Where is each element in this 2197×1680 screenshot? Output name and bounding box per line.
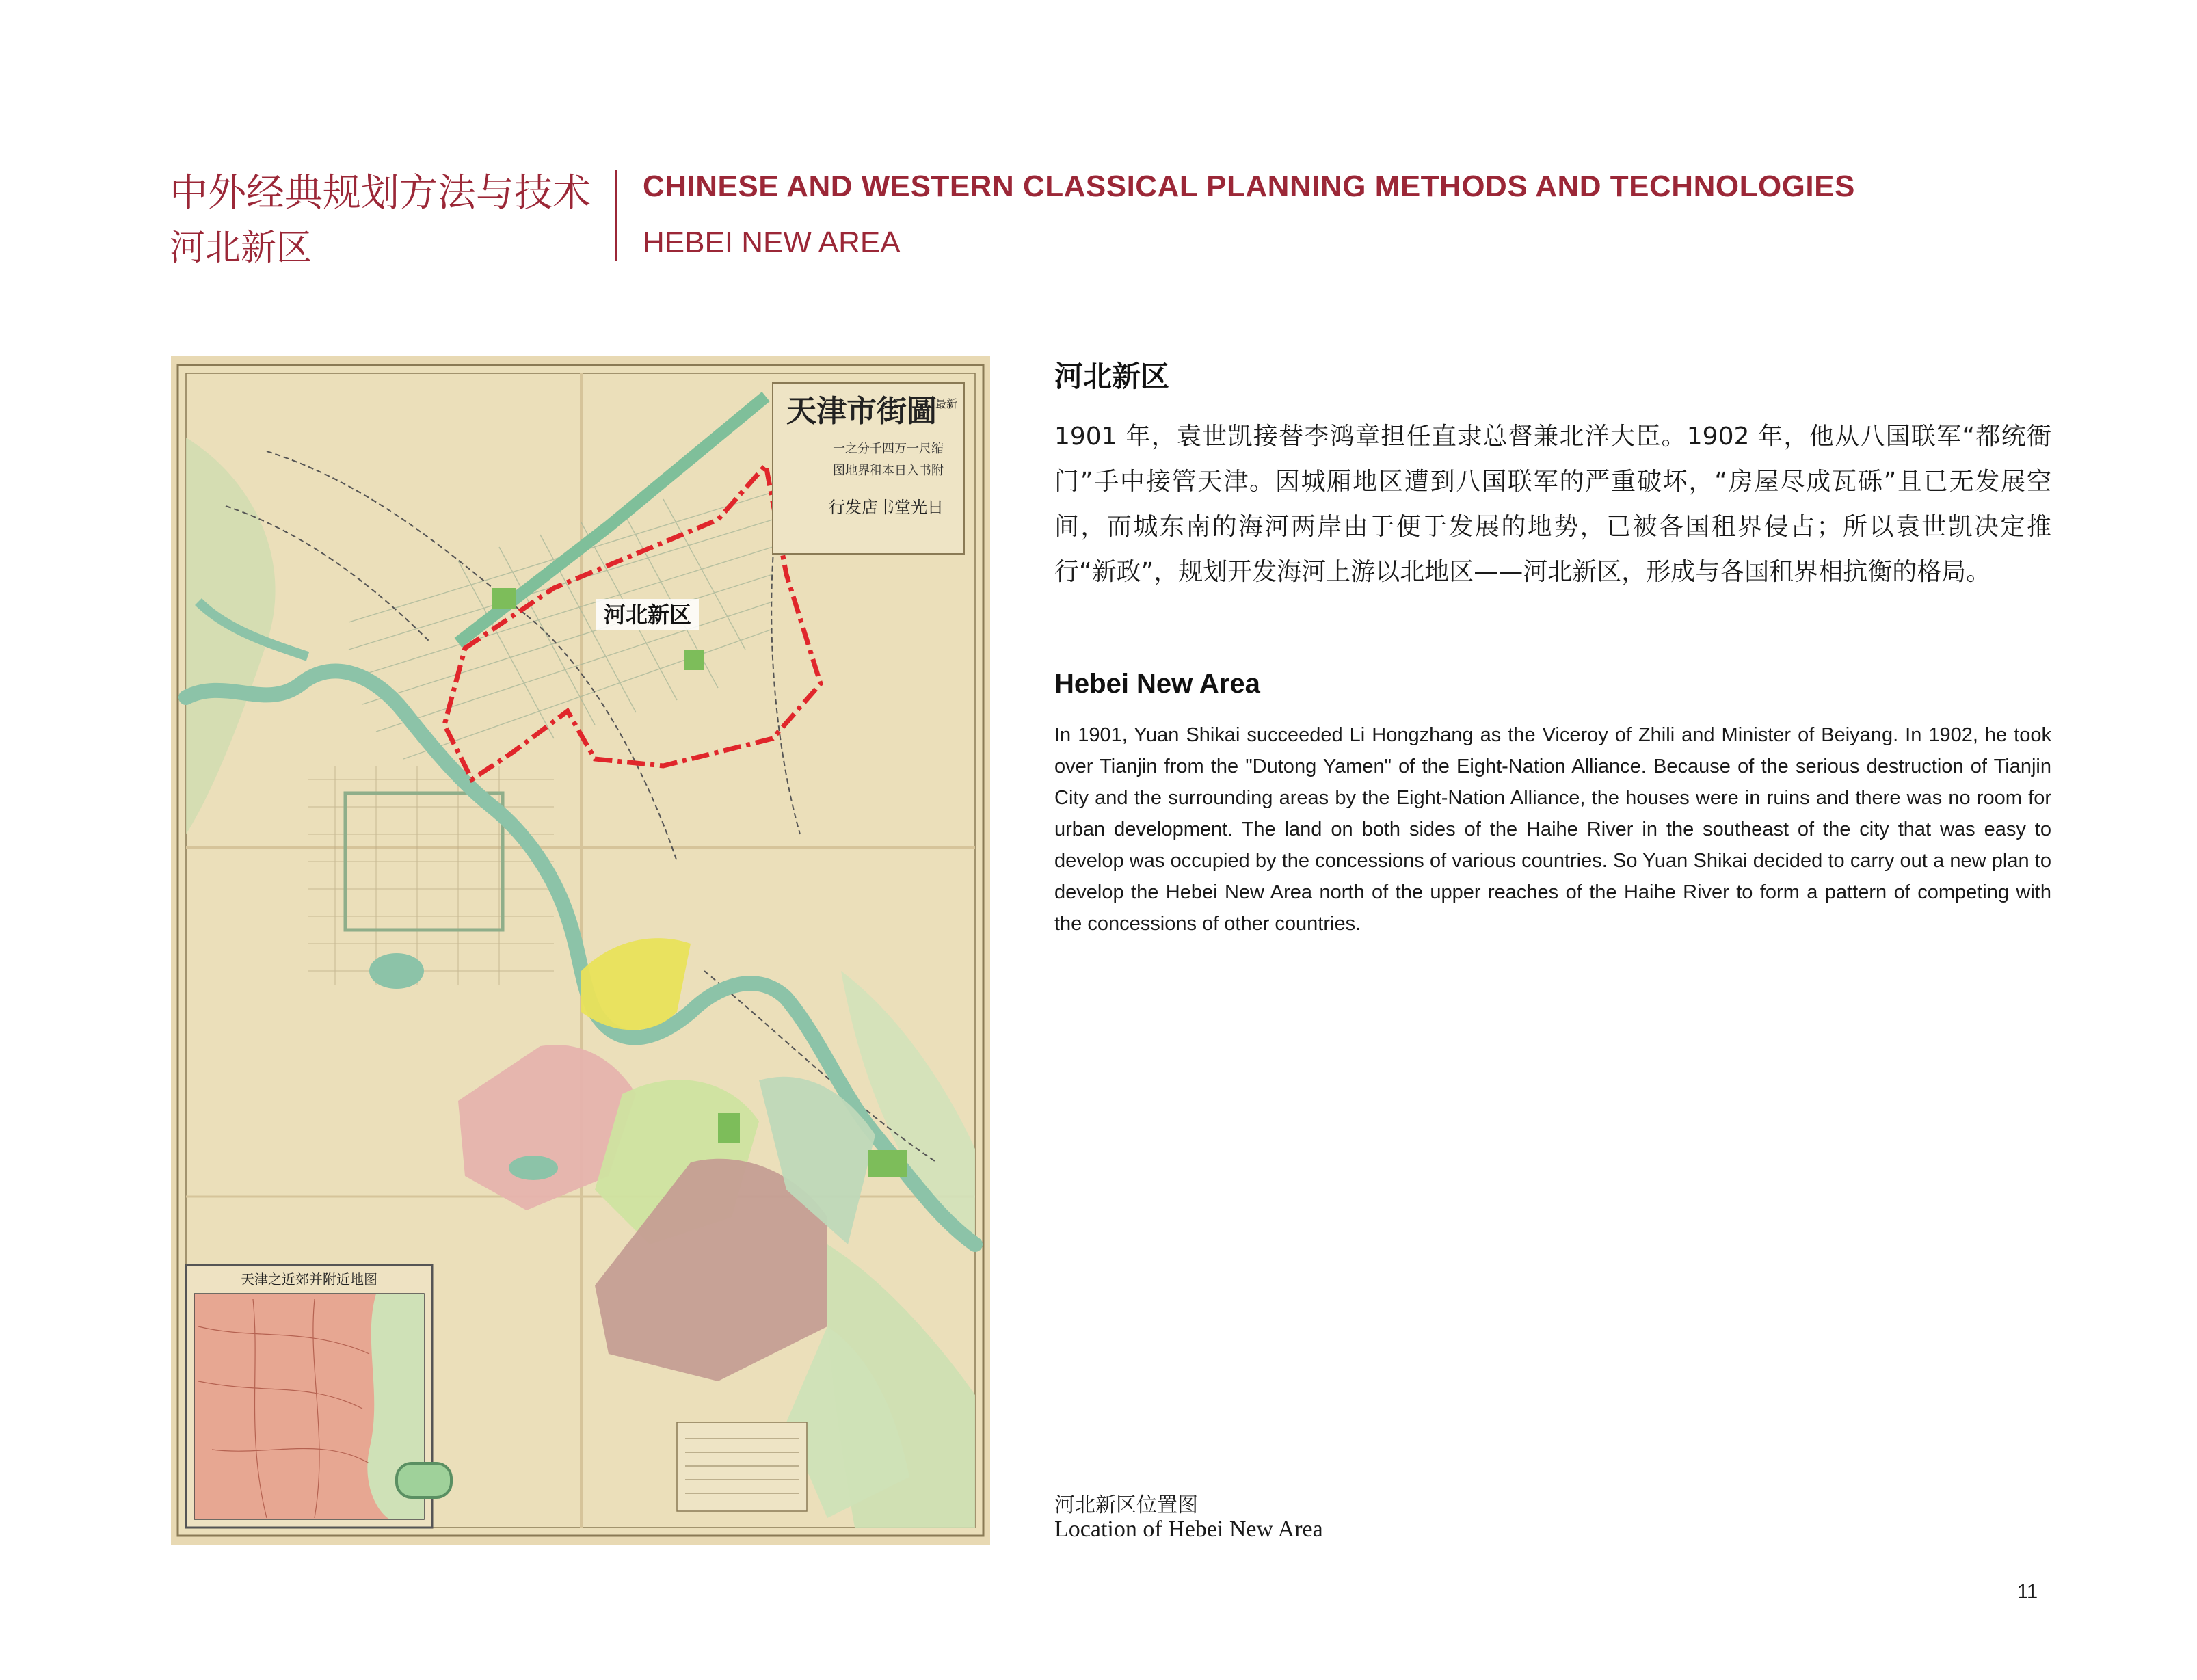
map-title: 天津市街圖 — [786, 394, 937, 429]
header-divider — [615, 170, 617, 261]
map-publisher: 行发店书堂光日 — [829, 498, 944, 517]
header-en-title: CHINESE AND WESTERN CLASSICAL PLANNING METHODS AND TECHNOLOGIES — [643, 170, 1855, 203]
header-cn-title: 中外经典规划方法与技术 — [170, 171, 591, 215]
map-caption-cn: 河北新区位置图 — [1054, 1493, 1198, 1517]
map-subtitle-1: 一之分千四万一尺缩 — [833, 442, 944, 456]
header-en-subtitle: HEBEI NEW AREA — [643, 226, 901, 259]
hebei-location-map — [171, 356, 990, 1545]
inset-map-title: 天津之近郊并附近地图 — [241, 1271, 377, 1288]
paragraph-cn: 1901 年，袁世凯接替李鸿章担任直隶总督兼北洋大臣。1902 年，他从八国联军“都统衙门”手中接管天津。因城厢地区遭到八国联军的严重破坏，“房屋尽成瓦砾”且已无发展空间，而城东南的海河两岸由于便于发展的地势，已被各国租界侵占；所以袁世凯决定推行“新政”，规划开发海河上游以北地区——河北新区，形成与各国租界相抗衡的格局。 — [1054, 423, 2051, 586]
map-subtitle-2: 图地界租本日入书附 — [833, 464, 944, 478]
page-number: 11 — [2017, 1581, 2038, 1603]
map-caption-en: Location of Hebei New Area — [1054, 1517, 1323, 1542]
map-area-label: 河北新区 — [603, 602, 692, 628]
section-title-cn: 河北新区 — [1054, 360, 1170, 393]
section-title-en: Hebei New Area — [1054, 669, 1260, 699]
paragraph-en: In 1901, Yuan Shikai succeeded Li Hongzhang as the Viceroy of Zhili and Minister of Beiyang. In 1902, he took over Tianjin from the "Dutong Yamen" of the Eight-Nation Alliance. Because of the serious destruction of Tianjin City and the surrounding areas by the Eight-Nation Alliance, the houses were in ruins and there was no room for urban development. The land on both sides of the Haihe River in the southeast of the city that was easy to develop was occupied by the concessions of various countries. So Yuan Shikai decided to carry out a new plan to develop the Hebei New Area north of the upper reaches of the Haihe River to form a pattern of competing with the concessions of other countries. — [1054, 724, 2051, 935]
header-cn-subtitle: 河北新区 — [170, 228, 312, 269]
map-corner-label: 最新 — [935, 397, 957, 410]
